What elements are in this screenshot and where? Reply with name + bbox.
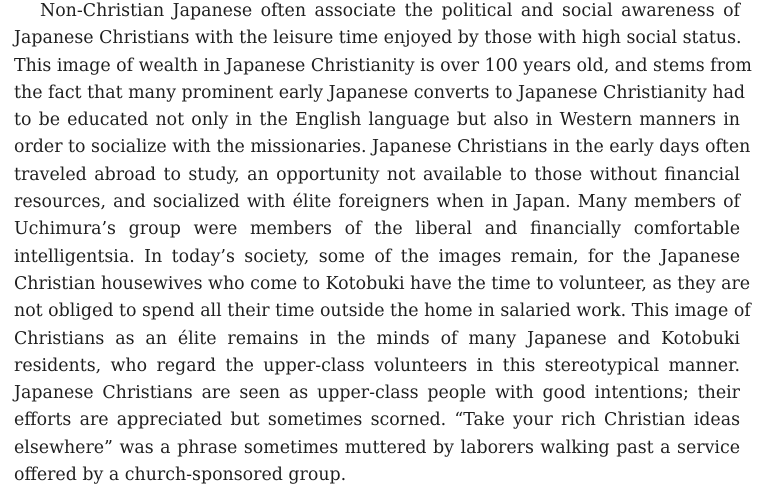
paragraph-line: Uchimura’s group were members of the liberal and financially comfortable bbox=[14, 219, 740, 240]
paragraph-line: Christians as an élite remains in the minds of many Japanese and Kotobuki bbox=[14, 328, 740, 349]
paragraph-line: offered by a church-sponsored group. bbox=[14, 465, 347, 486]
paragraph-line: elsewhere” was a phrase sometimes muttered by laborers walking past a service bbox=[14, 437, 740, 458]
paragraph-line: Christian housewives who come to Kotobuki have the time to volunteer, as they are bbox=[14, 273, 751, 294]
document-page bbox=[14, 0, 752, 489]
paragraph-line: the fact that many prominent early Japanese converts to Japanese Christianity had bbox=[14, 82, 746, 103]
paragraph-line: residents, who regard the upper-class volunteers in this stereotypical manner. bbox=[14, 355, 740, 376]
paragraph-line: Japanese Christians with the leisure time enjoyed by those with high social status. bbox=[14, 28, 742, 49]
paragraph-line: efforts are appreciated but sometimes scorned. “Take your rich Christian ideas bbox=[14, 410, 740, 431]
paragraph-line: This image of wealth in Japanese Christianity is over 100 years old, and stems from bbox=[14, 55, 752, 76]
paragraph-line: resources, and socialized with élite foreigners when in Japan. Many members of bbox=[14, 192, 740, 213]
paragraph-line: intelligentsia. In today’s society, some of the images remain, for the Japanese bbox=[14, 246, 740, 267]
paragraph-line: traveled abroad to study, an opportunity not available to those without financial bbox=[14, 164, 740, 185]
paragraph-line: Japanese Christians are seen as upper-class people with good intentions; their bbox=[14, 383, 740, 404]
body-paragraph bbox=[14, 0, 752, 489]
paragraph-line: not obliged to spend all their time outside the home in salaried work. This image of bbox=[14, 301, 751, 322]
paragraph-line: to be educated not only in the English language but also in Western manners in bbox=[14, 110, 740, 131]
paragraph-line: Non-Christian Japanese often associate the political and social awareness of bbox=[40, 1, 740, 21]
paragraph-line: order to socialize with the missionaries. Japanese Christians in the early days often bbox=[14, 137, 751, 158]
